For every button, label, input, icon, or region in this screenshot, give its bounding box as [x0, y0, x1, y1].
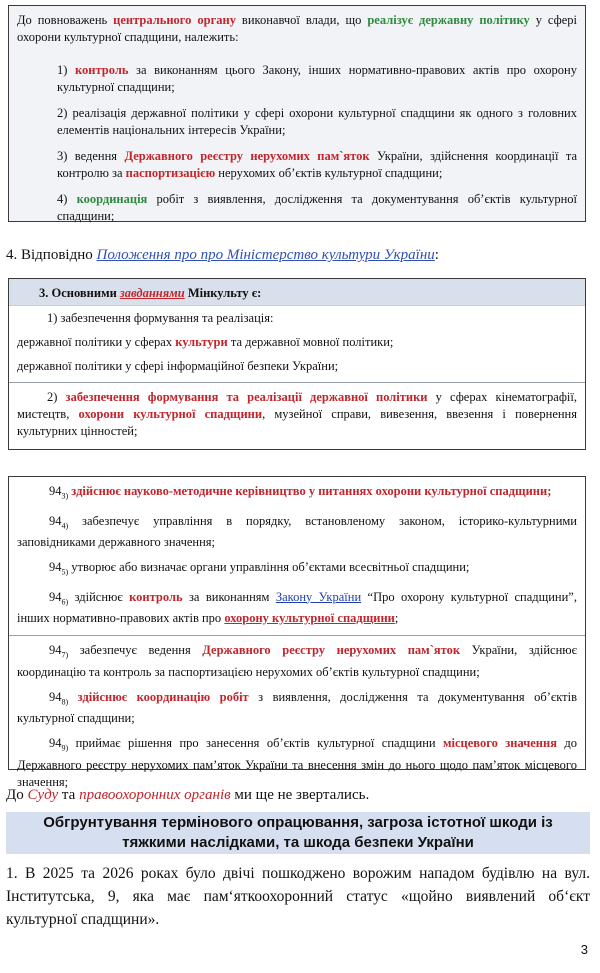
power-94-4: $94_{4)}$ забезпечує управління в порядку, встановленому законом, історико-культурними заповідниками державного значення;	[17, 513, 577, 549]
ministry-powers-box	[8, 476, 586, 789]
item-2: 2) реалізація державної політики у сфері охорони культурної спадщини як одного з головних елементів національних інтересів України;	[57, 106, 577, 137]
law-link[interactable]: Закону України	[275, 589, 362, 604]
item-1: 1) контроль за виконанням цього Закону, інших нормативно-правових актів про охорону культурної спадщини;	[57, 63, 577, 94]
law-excerpt-box	[8, 5, 586, 222]
intro-paragraph: До повноважень центрального органу виконавчої влади, що реалізує державну політику у сфері охорони культурної спадщини, належить:	[17, 13, 577, 44]
item-3: 3) ведення Державного реєстру нерухомих пам`яток України, здійснення координації та контролю за паспортизацією нерухомих об’єктів культурної спадщини;	[57, 149, 577, 180]
task-1-infosec: державної політики у сфері інформаційної безпеки України;	[17, 359, 339, 373]
court-line: До Суду та правоохоронних органів ми ще не звертались.	[6, 787, 370, 803]
page-number: 3	[580, 942, 588, 957]
task-2: 2) забезпечення формування та реалізації державної політики у сферах кінематографії, мистецтв, охорони культурної спадщини, музейної справи, вивезення, ввезення і повернення культурних цінностей;	[17, 390, 577, 438]
power-94-3: $94_{3)}$ здійснює науково-методичне керівництво у питаннях охорони культурної спадщини;	[49, 484, 552, 501]
task-1: 1) забезпечення формування та реалізація:	[47, 311, 274, 325]
regulation-link[interactable]: Положення про про Міністерство культури України	[96, 247, 435, 263]
item-4: 4) координація робіт з виявлення, дослідження та документування об’єктів культурної спадщини;	[57, 192, 577, 223]
power-94-7: $94_{7)}$ забезпечує ведення Державного реєстру нерухомих пам`яток України, здійснює координацію та контроль за паспортизацією нерухомих об’єктів культурної спадщини;	[17, 643, 577, 679]
power-94-6: $94_{6)}$ здійснює контроль за виконанням Закону України “Про охорону культурної спадщини”, інших нормативно-правових актів про охорону культурної спадщини;	[17, 589, 577, 625]
task-1-culture: державної політики у сферах культури та державної мовної політики;	[17, 335, 394, 349]
power-94-5: $94_{5)}$ утворює або визначає органи управління об’єктами всесвітньої спадщини;	[49, 560, 470, 577]
ministry-tasks-box	[8, 278, 586, 450]
power-94-8: $94_{8)}$ здійснює координацію робіт з виявлення, дослідження та документування об’єктів культурної спадщини;	[17, 689, 578, 725]
reference-line: 4. Відповідно Положення про про Міністерство культури України:	[6, 247, 439, 263]
body-paragraph: 1. В 2025 та 2026 роках було двічі пошкоджено ворожим нападом будівлю на вул. Інститутська, 9, яка має пам‘яткоохоронний статус «щойно виявлений об‘єкт культурної спадщини».	[6, 865, 590, 928]
power-94-9: $94_{9)}$ приймає рішення про занесення об’єктів культурної спадщини місцевого значення до Державного реєстру нерухомих пам’яток України та внесення змін до нього щодо пам’яток місцевого значення;	[17, 736, 577, 789]
justification-banner: Обгрунтування термінового опрацювання, загроза істотної шкоди із тяжкими наслідками, та шкода безпеки України	[6, 812, 590, 854]
tasks-heading: 3. Основними завданнями Мінкульту є:	[9, 279, 585, 306]
